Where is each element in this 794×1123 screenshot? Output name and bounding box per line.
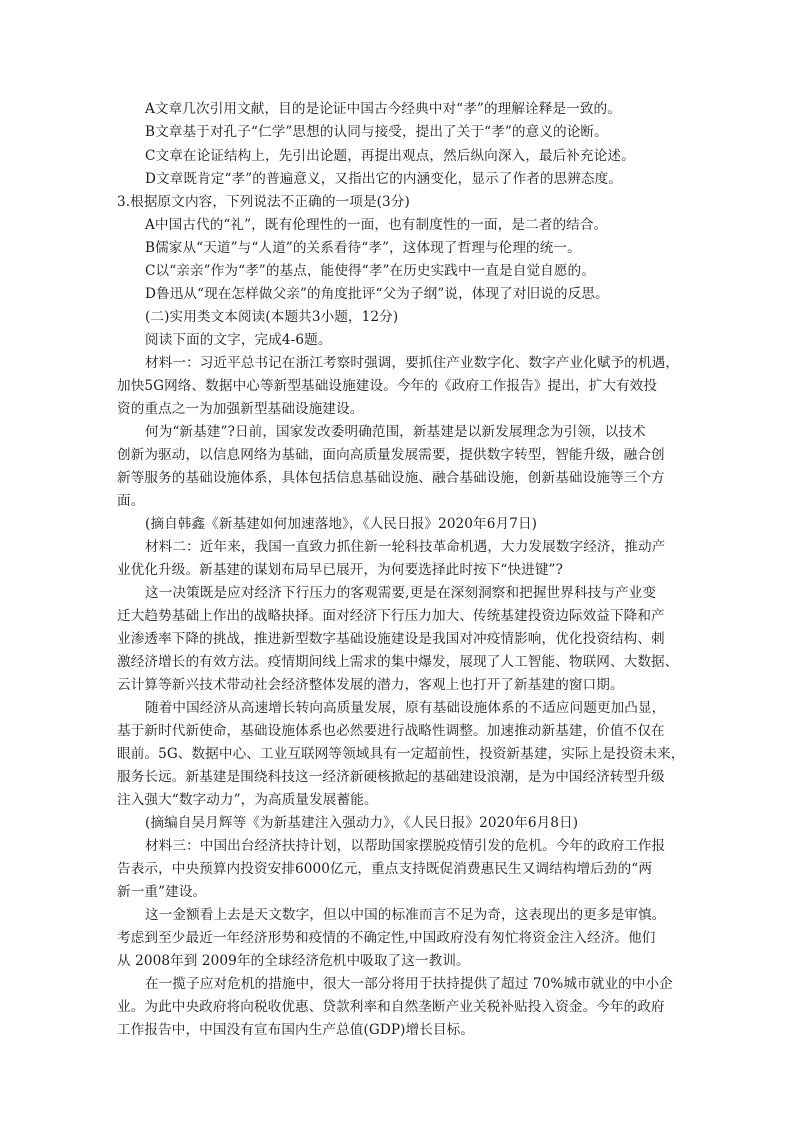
q3-option-c: C以“亲亲”作为“孝”的基点，能使得“孝”在历史实践中一直是自觉自愿的。: [145, 263, 595, 279]
material2-line: 云计算等新兴技术带动社会经济整体发展的潜力，客观上也打开了新基建的窗口期。: [117, 677, 624, 693]
q3-option-b: B儒家从“天道”与“人道”的关系看待“孝”，这体现了哲理与伦理的统一。: [145, 240, 581, 256]
q3-option-a: A中国古代的“礼”，既有伦理性的一面，也有制度性的一面，是二者的结合。: [145, 217, 608, 233]
q3-stem: 3.根据原文内容，下列说法不正确的一项是(3分): [117, 194, 410, 210]
q2-option-d: D文章既肯定“孝”的普遍意义，又指出它的内涵变化，显示了作者的思辨态度。: [145, 171, 622, 187]
material1-line: 新等服务的基础设施体系，具体包括信息基础设施、融合基础设施，创新基础设施等三个方: [117, 470, 665, 486]
material2-line: 业优化升级。新基建的谋划布局早已展开，为何要选择此时按下“快进键”?: [117, 562, 563, 578]
section-heading: (二)实用类文本阅读(本题共3小题，12分): [145, 309, 399, 325]
material1-line: 面。: [117, 493, 145, 509]
material1-line: 何为“新基建”?日前，国家发改委明确范围，新基建是以新发展理念为引领，以技术: [145, 424, 646, 440]
q2-option-a: A文章几次引用文献，目的是论证中国古今经典中对“孝”的理解诠释是一致的。: [145, 101, 621, 117]
material3-line: 新一重”建设。: [117, 884, 207, 900]
material1-line: 加快5G网络、数据中心等新型基础设施建设。今年的《政府工作报告》提出，扩大有效投: [117, 378, 658, 394]
material3-line: 考虑到至少最近一年经济形势和疫情的不确定性,中国政府没有匆忙将资金注入经济。他们: [117, 930, 656, 946]
material1-line: 资的重点之一为加强新型基础设施建设。: [117, 401, 364, 417]
material1-line: 创新为驱动，以信息网络为基础，面向高质量发展需要，提供数字转型，智能升级，融合创: [117, 447, 665, 463]
material3-line: 业。为此中央政府将向税收优惠、贷款利率和自然垄断产业关税补贴投入资金。今年的政府: [117, 999, 665, 1015]
section-instruction: 阅读下面的文字，完成4-6题。: [145, 332, 332, 348]
material2-source: (摘编自吴月辉等《为新基建注入强动力》，《人民日报》2020年6月8日): [145, 815, 579, 831]
material3-line: 这一金额看上去是天文数字，但以中国的标准而言不足为奇，这表现出的更多是审慎。: [145, 907, 666, 923]
material2-line: 服务长远。新基建是围绕科技这一经济新硬核掀起的基础建设浪潮，是为中国经济转型升级: [117, 769, 665, 785]
material2-line: 材料二：近年来，我国一直致力抓住新一轮科技革命机遇，大力发展数字经济，推动产: [145, 539, 666, 555]
material1-line: 材料一：习近平总书记在浙江考察时强调，要抓住产业数字化、数字产业化赋予的机遇，: [145, 355, 680, 371]
q3-option-d: D鲁迅从“现在怎样做父亲”的角度批评“父为子纲”说，体现了对旧说的反思。: [145, 286, 609, 302]
material3-line: 从 2008年到 2009年的全球经济危机中吸取了这一教训。: [117, 953, 470, 969]
material2-line: 业渗透率下降的挑战，推进新型数字基础设施建设是我国对冲疫情影响，优化投资结构、刺: [117, 631, 665, 647]
material3-line: 在一揽子应对危机的措施中，很大一部分将用于扶持提供了超过 70%城市就业的中小企: [145, 976, 673, 992]
material2-line: 基于新时代新使命，基础设施体系也必然要进行战略性调整。加速推动新基建，价值不仅在: [117, 723, 665, 739]
material2-line: 随着中国经济从高速增长转向高质量发展，原有基础设施体系的不适应问题更加凸显，: [145, 700, 666, 716]
q2-option-b: B文章基于对孔子“仁学”思想的认同与接受，提出了关于“孝”的意义的论断。: [145, 124, 608, 140]
material2-line: 眼前。5G、数据中心、工业互联网等领域具有一定超前性，投资新基建，实际上是投资未来，: [117, 746, 685, 762]
material3-line: 告表示，中央预算内投资安排6000亿元，重点支持既促消费惠民生又调结构增后劲的“两: [117, 861, 653, 877]
material2-line: 注入强大“数字动力”，为高质量发展蓄能。: [117, 792, 378, 808]
material2-line: 这一决策既是应对经济下行压力的客观需要,更是在深刻洞察和把握世界科技与产业变: [145, 585, 657, 601]
material3-line: 材料三：中国出台经济扶持计划，以帮助国家摆脱疫情引发的危机。今年的政府工作报: [145, 838, 666, 854]
q2-option-c: C文章在论证结构上，先引出论题，再提出观点，然后纵向深入，最后补充论述。: [145, 148, 635, 164]
material3-line: 工作报告中，中国没有宣布国内生产总值(GDP)增长目标。: [117, 1022, 474, 1038]
material2-line: 迁大趋势基础上作出的战略抉择。面对经济下行压力加大、传统基建投资边际效益下降和产: [117, 608, 665, 624]
material1-source: (摘自韩鑫《新基建如何加速落地》，《人民日报》2020年6月7日): [145, 516, 538, 532]
material2-line: 激经济增长的有效方法。疫情期间线上需求的集中爆发，展现了人工智能、物联网、大数据、: [117, 654, 679, 670]
